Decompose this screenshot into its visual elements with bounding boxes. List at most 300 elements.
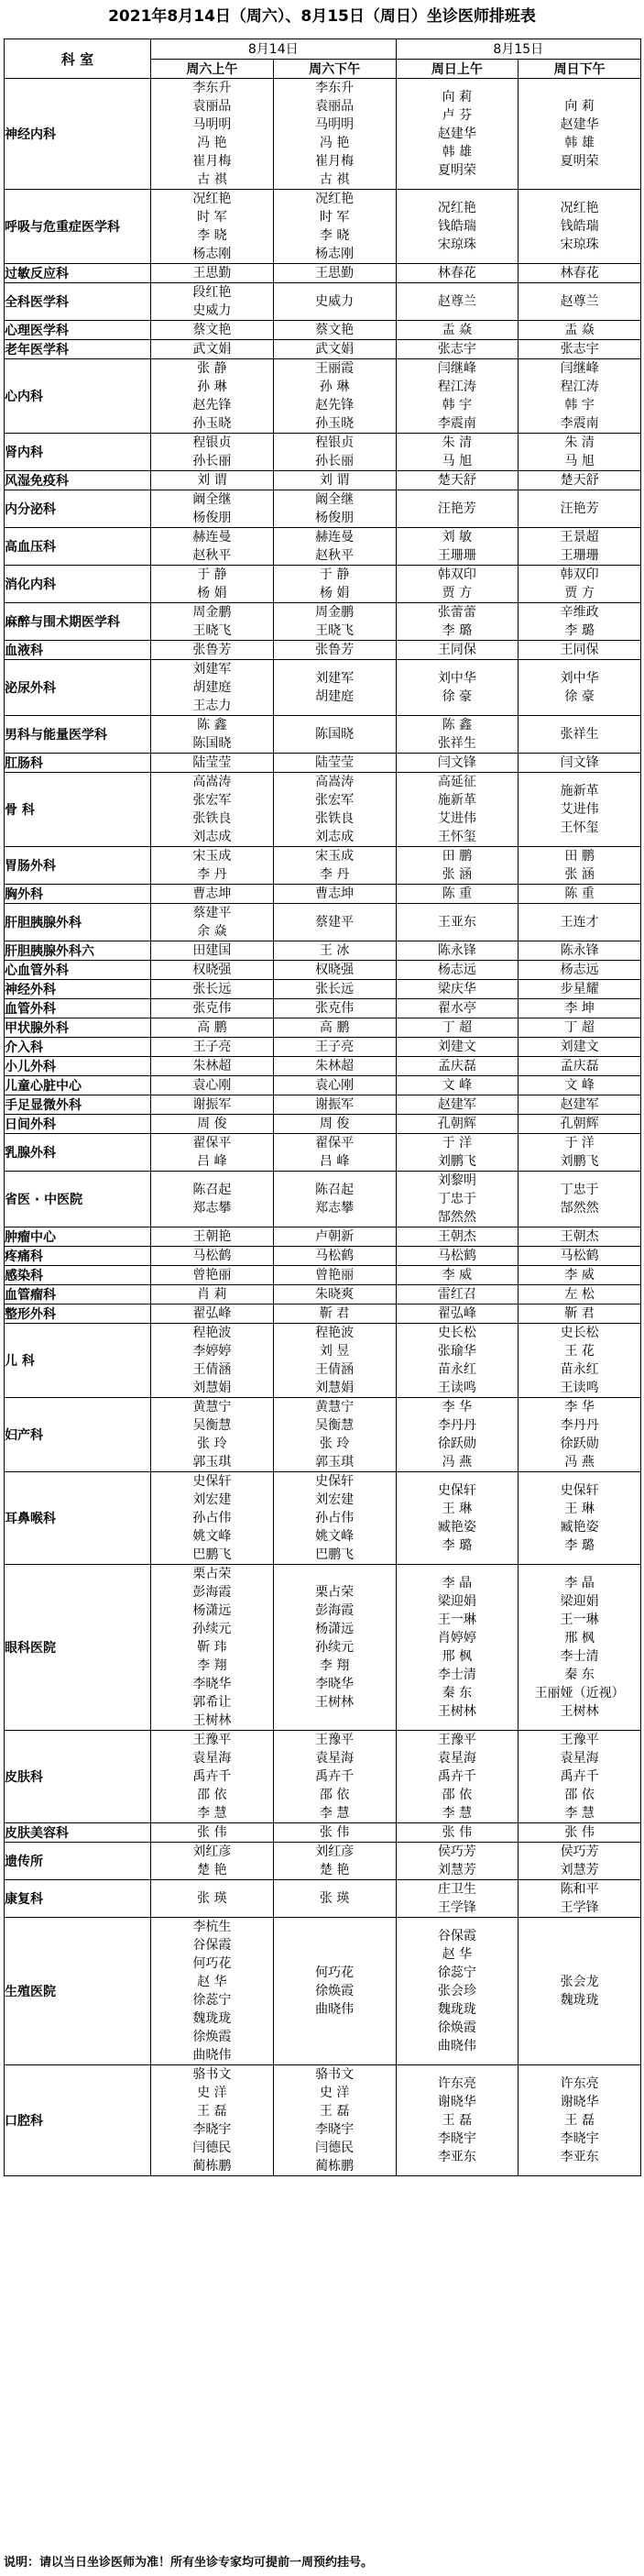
doctor-name: 楚 艳 — [197, 1863, 227, 1877]
doctor-cell — [396, 566, 518, 603]
doctor-name: 张 玲 — [197, 1437, 227, 1451]
doctor-cell — [273, 321, 396, 340]
doctor-name: 赵建华 — [560, 117, 599, 132]
doctor-name: 辛维政 — [560, 605, 599, 620]
doctor-cell — [151, 847, 274, 885]
dept-name: 手足显微外科 — [5, 1095, 151, 1115]
doctor-name: 赵建华 — [437, 127, 476, 141]
doctor-name: 程银贞 — [192, 435, 232, 450]
doctor-name: 盂 焱 — [442, 323, 473, 337]
doctor-name: 赵尊兰 — [437, 294, 476, 309]
doctor-name: 徐 豪 — [442, 689, 473, 704]
doctor-cell — [518, 660, 641, 716]
dept-name: 呼吸与危重症医学科 — [5, 190, 151, 264]
doctor-name: 高嵩涛 — [192, 775, 232, 789]
table-row — [5, 999, 641, 1018]
doctor-name: 朱林超 — [192, 1059, 232, 1073]
doctor-cell — [396, 1918, 518, 2065]
doctor-name: 韩双印 — [437, 567, 476, 582]
doctor-name: 郭希让 — [192, 1695, 232, 1710]
doctor-name: 赫连曼 — [192, 530, 232, 545]
table-body — [5, 79, 641, 2176]
doctor-name: 禹卉千 — [560, 1769, 599, 1784]
table-row — [5, 1305, 641, 1324]
doctor-name: 李 翔 — [197, 1658, 227, 1673]
doctor-cell — [518, 1095, 641, 1115]
doctor-name: 盂 焱 — [564, 323, 595, 337]
doctor-name: 韩 宇 — [442, 398, 473, 413]
doctor-name: 时 军 — [197, 210, 227, 225]
doctor-name: 王 磊 — [319, 2104, 350, 2119]
doctor-name: 赵秋平 — [315, 548, 355, 563]
doctor-name: 陈国晓 — [315, 727, 355, 742]
doctor-cell — [273, 641, 396, 660]
doctor-name: 阚全继 — [192, 492, 232, 507]
doctor-name: 史威力 — [192, 303, 232, 318]
doctor-name: 张克伟 — [315, 1001, 355, 1016]
doctor-name: 刘宏建 — [315, 1492, 355, 1507]
table-row — [5, 1398, 641, 1472]
doctor-name: 蔡建平 — [192, 906, 232, 920]
doctor-name: 巴鹏飞 — [192, 1547, 232, 1562]
doctor-cell — [273, 340, 396, 359]
doctor-cell — [518, 1398, 641, 1472]
doctor-name: 李晓宇 — [315, 2122, 355, 2137]
doctor-name: 史保轩 — [437, 1483, 476, 1498]
doctor-name: 李晓宇 — [560, 2131, 599, 2146]
doctor-cell — [151, 1472, 274, 1565]
doctor-name: 田 鹏 — [442, 849, 473, 864]
doctor-name: 楚天舒 — [560, 473, 599, 488]
doctor-name: 王景超 — [560, 530, 599, 545]
table-header — [5, 39, 641, 79]
table-row — [5, 980, 641, 999]
doctor-name: 杨俊朋 — [315, 511, 355, 525]
table-row — [5, 1324, 641, 1398]
doctor-cell — [273, 1843, 396, 1880]
doctor-cell — [518, 1134, 641, 1172]
doctor-name: 杨志刚 — [192, 247, 232, 261]
doctor-name: 张长远 — [315, 982, 355, 996]
doctor-name: 时 军 — [319, 210, 350, 225]
doctor-name: 杨 娟 — [319, 586, 350, 600]
doctor-name: 赵先锋 — [192, 398, 232, 413]
doctor-cell — [151, 340, 274, 359]
doctor-cell — [518, 1076, 641, 1095]
doctor-name: 张 玲 — [319, 1437, 350, 1451]
doctor-name: 秦 东 — [564, 1668, 595, 1682]
doctor-cell — [273, 999, 396, 1018]
doctor-name: 向 莉 — [442, 90, 473, 105]
doctor-name: 魏珑珑 — [560, 1993, 599, 2008]
doctor-name: 陈永锋 — [437, 943, 476, 958]
doctor-name: 张志宇 — [437, 342, 476, 357]
doctor-name: 王树林 — [315, 1695, 355, 1710]
doctor-name: 杨志远 — [560, 963, 599, 977]
dept-name: 乳腺外科 — [5, 1134, 151, 1172]
doctor-name: 王思勤 — [315, 266, 355, 281]
doctor-name: 徐焕霞 — [437, 2020, 476, 2035]
doctor-name: 钱皓瑞 — [560, 219, 599, 234]
doctor-name: 谢晓华 — [437, 2095, 476, 2109]
doctor-name: 高延征 — [437, 775, 476, 789]
doctor-name: 韩双印 — [560, 567, 599, 582]
doctor-name: 刘建军 — [315, 671, 355, 686]
doctor-name: 马松鹤 — [315, 1249, 355, 1263]
doctor-name: 张志宇 — [560, 342, 599, 357]
doctor-name: 王倩涵 — [315, 1362, 355, 1377]
doctor-name: 李婷婷 — [192, 1344, 232, 1359]
doctor-cell — [151, 490, 274, 528]
doctor-name: 闫继峰 — [560, 361, 599, 376]
doctor-cell — [518, 1227, 641, 1247]
dept-column-header: 科 室 — [5, 39, 151, 79]
doctor-name: 史 洋 — [319, 2086, 350, 2100]
doctor-name: 栗占荣 — [192, 1567, 232, 1581]
doctor-cell — [151, 980, 274, 999]
doctor-cell — [518, 1285, 641, 1305]
doctor-name: 宋玉成 — [315, 849, 355, 864]
doctor-name: 丁忠于 — [437, 1192, 476, 1206]
doctor-name: 袁心刚 — [315, 1078, 355, 1093]
doctor-name: 吴衡慧 — [315, 1418, 355, 1433]
doctor-cell — [151, 1823, 274, 1843]
doctor-name: 冯 艳 — [197, 136, 227, 150]
doctor-cell — [273, 528, 396, 566]
doctor-name: 王丽娅（近视） — [534, 1686, 625, 1701]
doctor-name: 刘慧芳 — [437, 1863, 476, 1877]
doctor-cell — [151, 321, 274, 340]
doctor-cell — [273, 904, 396, 941]
doctor-name: 孟庆磊 — [437, 1059, 476, 1073]
table-row — [5, 941, 641, 961]
doctor-name: 李 璐 — [564, 623, 595, 638]
doctor-cell — [518, 359, 641, 434]
doctor-cell — [396, 190, 518, 264]
doctor-name: 胡建庭 — [315, 689, 355, 704]
doctor-name: 孟庆磊 — [560, 1059, 599, 1073]
doctor-name: 孙占伟 — [315, 1511, 355, 1525]
dept-name: 胃肠外科 — [5, 847, 151, 885]
doctor-name: 史长松 — [560, 1326, 599, 1340]
doctor-name: 巴鹏飞 — [315, 1547, 355, 1562]
doctor-cell — [151, 1285, 274, 1305]
doctor-cell — [518, 641, 641, 660]
doctor-name: 袁心刚 — [192, 1078, 232, 1093]
doctor-name: 闫继峰 — [437, 361, 476, 376]
doctor-name: 张 涵 — [564, 867, 595, 882]
doctor-name: 崔月梅 — [192, 154, 232, 169]
doctor-name: 李 晶 — [442, 1576, 473, 1591]
doctor-name: 王豫平 — [315, 1733, 355, 1747]
dept-name: 麻醉与围术期医学科 — [5, 603, 151, 641]
doctor-name: 王丽霞 — [315, 361, 355, 376]
doctor-cell — [396, 1823, 518, 1843]
doctor-cell — [396, 1565, 518, 1731]
dept-name: 肾内科 — [5, 434, 151, 471]
doctor-name: 李 璐 — [442, 623, 473, 638]
doctor-name: 马 旭 — [442, 454, 473, 468]
doctor-name: 李士清 — [437, 1668, 476, 1682]
doctor-cell — [396, 79, 518, 190]
doctor-cell — [518, 1731, 641, 1823]
doctor-name: 程艳波 — [192, 1326, 232, 1340]
dept-name: 神经内科 — [5, 79, 151, 190]
doctor-cell — [273, 1285, 396, 1305]
doctor-name: 程艳波 — [315, 1326, 355, 1340]
doctor-name: 丁忠于 — [560, 1183, 599, 1197]
doctor-name: 闫德民 — [315, 2141, 355, 2155]
doctor-cell — [273, 471, 396, 490]
doctor-cell — [151, 2065, 274, 2176]
doctor-name: 刘慧娟 — [192, 1381, 232, 1395]
table-row — [5, 1472, 641, 1565]
dept-name: 眼科医院 — [5, 1565, 151, 1731]
doctor-name: 赫连曼 — [315, 530, 355, 545]
doctor-name: 刘宏建 — [192, 1492, 232, 1507]
doctor-name: 蔡文艳 — [315, 323, 355, 337]
doctor-name: 赵尊兰 — [560, 294, 599, 309]
doctor-name: 王豫平 — [437, 1733, 476, 1747]
doctor-cell — [151, 885, 274, 904]
dept-name: 泌尿外科 — [5, 660, 151, 716]
doctor-name: 王 花 — [564, 1344, 595, 1359]
doctor-cell — [273, 1076, 396, 1095]
doctor-cell — [518, 716, 641, 754]
doctor-cell — [396, 264, 518, 283]
doctor-name: 李 威 — [564, 1268, 595, 1282]
doctor-name: 靳 玮 — [197, 1640, 227, 1655]
doctor-cell — [151, 1038, 274, 1057]
doctor-name: 李 晓 — [319, 228, 350, 243]
doctor-cell — [396, 1018, 518, 1038]
doctor-name: 赵建军 — [437, 1097, 476, 1112]
doctor-name: 张祥生 — [437, 736, 476, 751]
table-row — [5, 1057, 641, 1076]
doctor-name: 张鲁芳 — [192, 643, 232, 657]
doctor-name: 左 松 — [564, 1287, 595, 1302]
doctor-cell — [273, 847, 396, 885]
doctor-name: 曹志坤 — [315, 886, 355, 901]
doctor-name: 史 洋 — [197, 2086, 227, 2100]
dept-name: 神经外科 — [5, 980, 151, 999]
doctor-name: 袁丽品 — [192, 99, 232, 114]
doctor-name: 刘黎明 — [437, 1173, 476, 1188]
doctor-cell — [396, 1266, 518, 1285]
doctor-name: 王学锋 — [560, 1900, 599, 1915]
doctor-cell — [151, 566, 274, 603]
doctor-name: 张会龙 — [560, 1975, 599, 1989]
doctor-name: 宋玉成 — [192, 849, 232, 864]
doctor-cell — [273, 566, 396, 603]
doctor-name: 孙玉晓 — [315, 416, 355, 431]
doctor-name: 刘中华 — [560, 671, 599, 686]
dept-name: 血管外科 — [5, 999, 151, 1018]
doctor-cell — [518, 1324, 641, 1398]
doctor-name: 靳 君 — [319, 1306, 350, 1321]
doctor-cell — [273, 1115, 396, 1134]
doctor-name: 冯 艳 — [319, 136, 350, 150]
table-row — [5, 904, 641, 941]
doctor-name: 陈和平 — [560, 1882, 599, 1897]
doctor-name: 刘建文 — [437, 1040, 476, 1054]
doctor-name: 许东亮 — [437, 2076, 476, 2091]
doctor-name: 王一琳 — [560, 1613, 599, 1627]
doctor-cell — [151, 434, 274, 471]
doctor-name: 文 峰 — [564, 1078, 595, 1093]
dept-name: 肝胆胰腺外科 — [5, 904, 151, 941]
doctor-name: 靳 君 — [564, 1306, 595, 1321]
dept-name: 血液科 — [5, 641, 151, 660]
doctor-cell — [151, 773, 274, 847]
doctor-cell — [151, 471, 274, 490]
doctor-cell — [518, 1018, 641, 1038]
doctor-name: 李晓华 — [315, 1677, 355, 1691]
doctor-name: 韩 宇 — [564, 398, 595, 413]
doctor-name: 王读鸣 — [437, 1381, 476, 1395]
doctor-name: 林春花 — [437, 266, 476, 281]
doctor-name: 李 慧 — [564, 1806, 595, 1821]
doctor-name: 陈召起 — [192, 1183, 232, 1197]
doctor-cell — [518, 79, 641, 190]
doctor-name: 况红艳 — [315, 192, 355, 206]
doctor-cell — [396, 961, 518, 980]
page-title: 2021年8月14日（周六）、8月15日（周日）坐诊医师排班表 — [108, 7, 536, 26]
dept-name: 心内科 — [5, 359, 151, 434]
doctor-name: 袁丽品 — [315, 99, 355, 114]
doctor-cell — [518, 885, 641, 904]
doctor-name: 向 莉 — [564, 99, 595, 114]
doctor-name: 史保轩 — [192, 1474, 232, 1489]
doctor-name: 李 华 — [442, 1400, 473, 1415]
table-row — [5, 1918, 641, 2065]
dept-name: 胸外科 — [5, 885, 151, 904]
dept-name: 遗传所 — [5, 1843, 151, 1880]
doctor-cell — [273, 1134, 396, 1172]
table-row — [5, 1038, 641, 1057]
doctor-name: 骆书文 — [192, 2067, 232, 2082]
doctor-cell — [518, 190, 641, 264]
doctor-name: 张宏军 — [315, 793, 355, 808]
table-row — [5, 471, 641, 490]
doctor-name: 王同保 — [437, 643, 476, 657]
doctor-name: 梁庆华 — [437, 982, 476, 996]
doctor-name: 王怀玺 — [560, 820, 599, 835]
doctor-name: 段红艳 — [192, 285, 232, 300]
doctor-name: 朱 清 — [564, 435, 595, 450]
table-row — [5, 1115, 641, 1134]
doctor-name: 王 琳 — [442, 1502, 473, 1516]
doctor-name: 汪艳芳 — [560, 501, 599, 516]
doctor-name: 何巧花 — [192, 1956, 232, 1971]
table-row — [5, 847, 641, 885]
doctor-name: 郜然然 — [437, 1210, 476, 1225]
doctor-cell — [273, 1823, 396, 1843]
doctor-cell — [518, 1823, 641, 1843]
table-row — [5, 283, 641, 321]
doctor-cell — [518, 603, 641, 641]
doctor-name: 王读鸣 — [560, 1381, 599, 1395]
doctor-cell — [151, 904, 274, 941]
doctor-name: 史保轩 — [315, 1474, 355, 1489]
doctor-cell — [518, 2065, 641, 2176]
table-row — [5, 961, 641, 980]
table-row — [5, 773, 641, 847]
table-row — [5, 1843, 641, 1880]
doctor-name: 夏明荣 — [560, 154, 599, 169]
dept-name: 康复科 — [5, 1880, 151, 1918]
doctor-name: 宋琼珠 — [560, 237, 599, 252]
doctor-cell — [151, 1918, 274, 2065]
doctor-cell — [396, 603, 518, 641]
doctor-name: 谢振军 — [315, 1097, 355, 1112]
table-row — [5, 885, 641, 904]
table-row — [5, 1266, 641, 1285]
doctor-name: 孙玉晓 — [192, 416, 232, 431]
doctor-name: 贾 方 — [442, 586, 473, 600]
doctor-cell — [273, 1731, 396, 1823]
doctor-cell — [396, 885, 518, 904]
session-header: 周日上午 — [396, 59, 518, 79]
doctor-name: 曾艳丽 — [192, 1268, 232, 1282]
table-row — [5, 1018, 641, 1038]
table-row — [5, 1285, 641, 1305]
doctor-name: 况红艳 — [437, 201, 476, 215]
doctor-name: 周 俊 — [197, 1117, 227, 1131]
dept-name: 儿童心脏中心 — [5, 1076, 151, 1095]
doctor-cell — [151, 1398, 274, 1472]
doctor-name: 朱 清 — [442, 435, 473, 450]
doctor-name: 楚天舒 — [437, 473, 476, 488]
doctor-name: 杨俊朋 — [192, 511, 232, 525]
doctor-name: 陈 鑫 — [442, 718, 473, 732]
doctor-cell — [518, 1843, 641, 1880]
doctor-name: 闫文锋 — [560, 755, 599, 770]
doctor-name: 朱林超 — [315, 1059, 355, 1073]
doctor-name: 张 伟 — [564, 1825, 595, 1840]
doctor-cell — [518, 1115, 641, 1134]
table-row — [5, 1227, 641, 1247]
doctor-name: 高 鹏 — [197, 1020, 227, 1035]
doctor-name: 冯 燕 — [442, 1455, 473, 1470]
doctor-name: 王树林 — [437, 1704, 476, 1719]
doctor-cell — [396, 1076, 518, 1095]
doctor-name: 黄慧宁 — [315, 1400, 355, 1415]
doctor-cell — [151, 1324, 274, 1398]
table-row — [5, 79, 641, 190]
dept-name: 耳鼻喉科 — [5, 1472, 151, 1565]
doctor-cell — [273, 264, 396, 283]
doctor-cell — [396, 359, 518, 434]
session-header: 周日下午 — [518, 59, 641, 79]
doctor-cell — [518, 941, 641, 961]
doctor-name: 孙长丽 — [192, 454, 232, 468]
doctor-name: 赵 华 — [442, 1947, 473, 1962]
doctor-name: 武文娟 — [315, 342, 355, 357]
doctor-name: 杨志刚 — [315, 247, 355, 261]
doctor-name: 赵秋平 — [192, 548, 232, 563]
doctor-name: 李亚东 — [560, 2150, 599, 2164]
doctor-cell — [396, 434, 518, 471]
doctor-name: 况红艳 — [192, 192, 232, 206]
doctor-name: 王连才 — [560, 915, 599, 930]
doctor-name: 王 冰 — [319, 943, 350, 958]
doctor-cell — [273, 1247, 396, 1266]
doctor-name: 梁迎娟 — [437, 1594, 476, 1609]
doctor-name: 王晓飞 — [315, 623, 355, 638]
dept-name: 皮肤科 — [5, 1731, 151, 1823]
doctor-name: 彭海霞 — [192, 1585, 232, 1600]
